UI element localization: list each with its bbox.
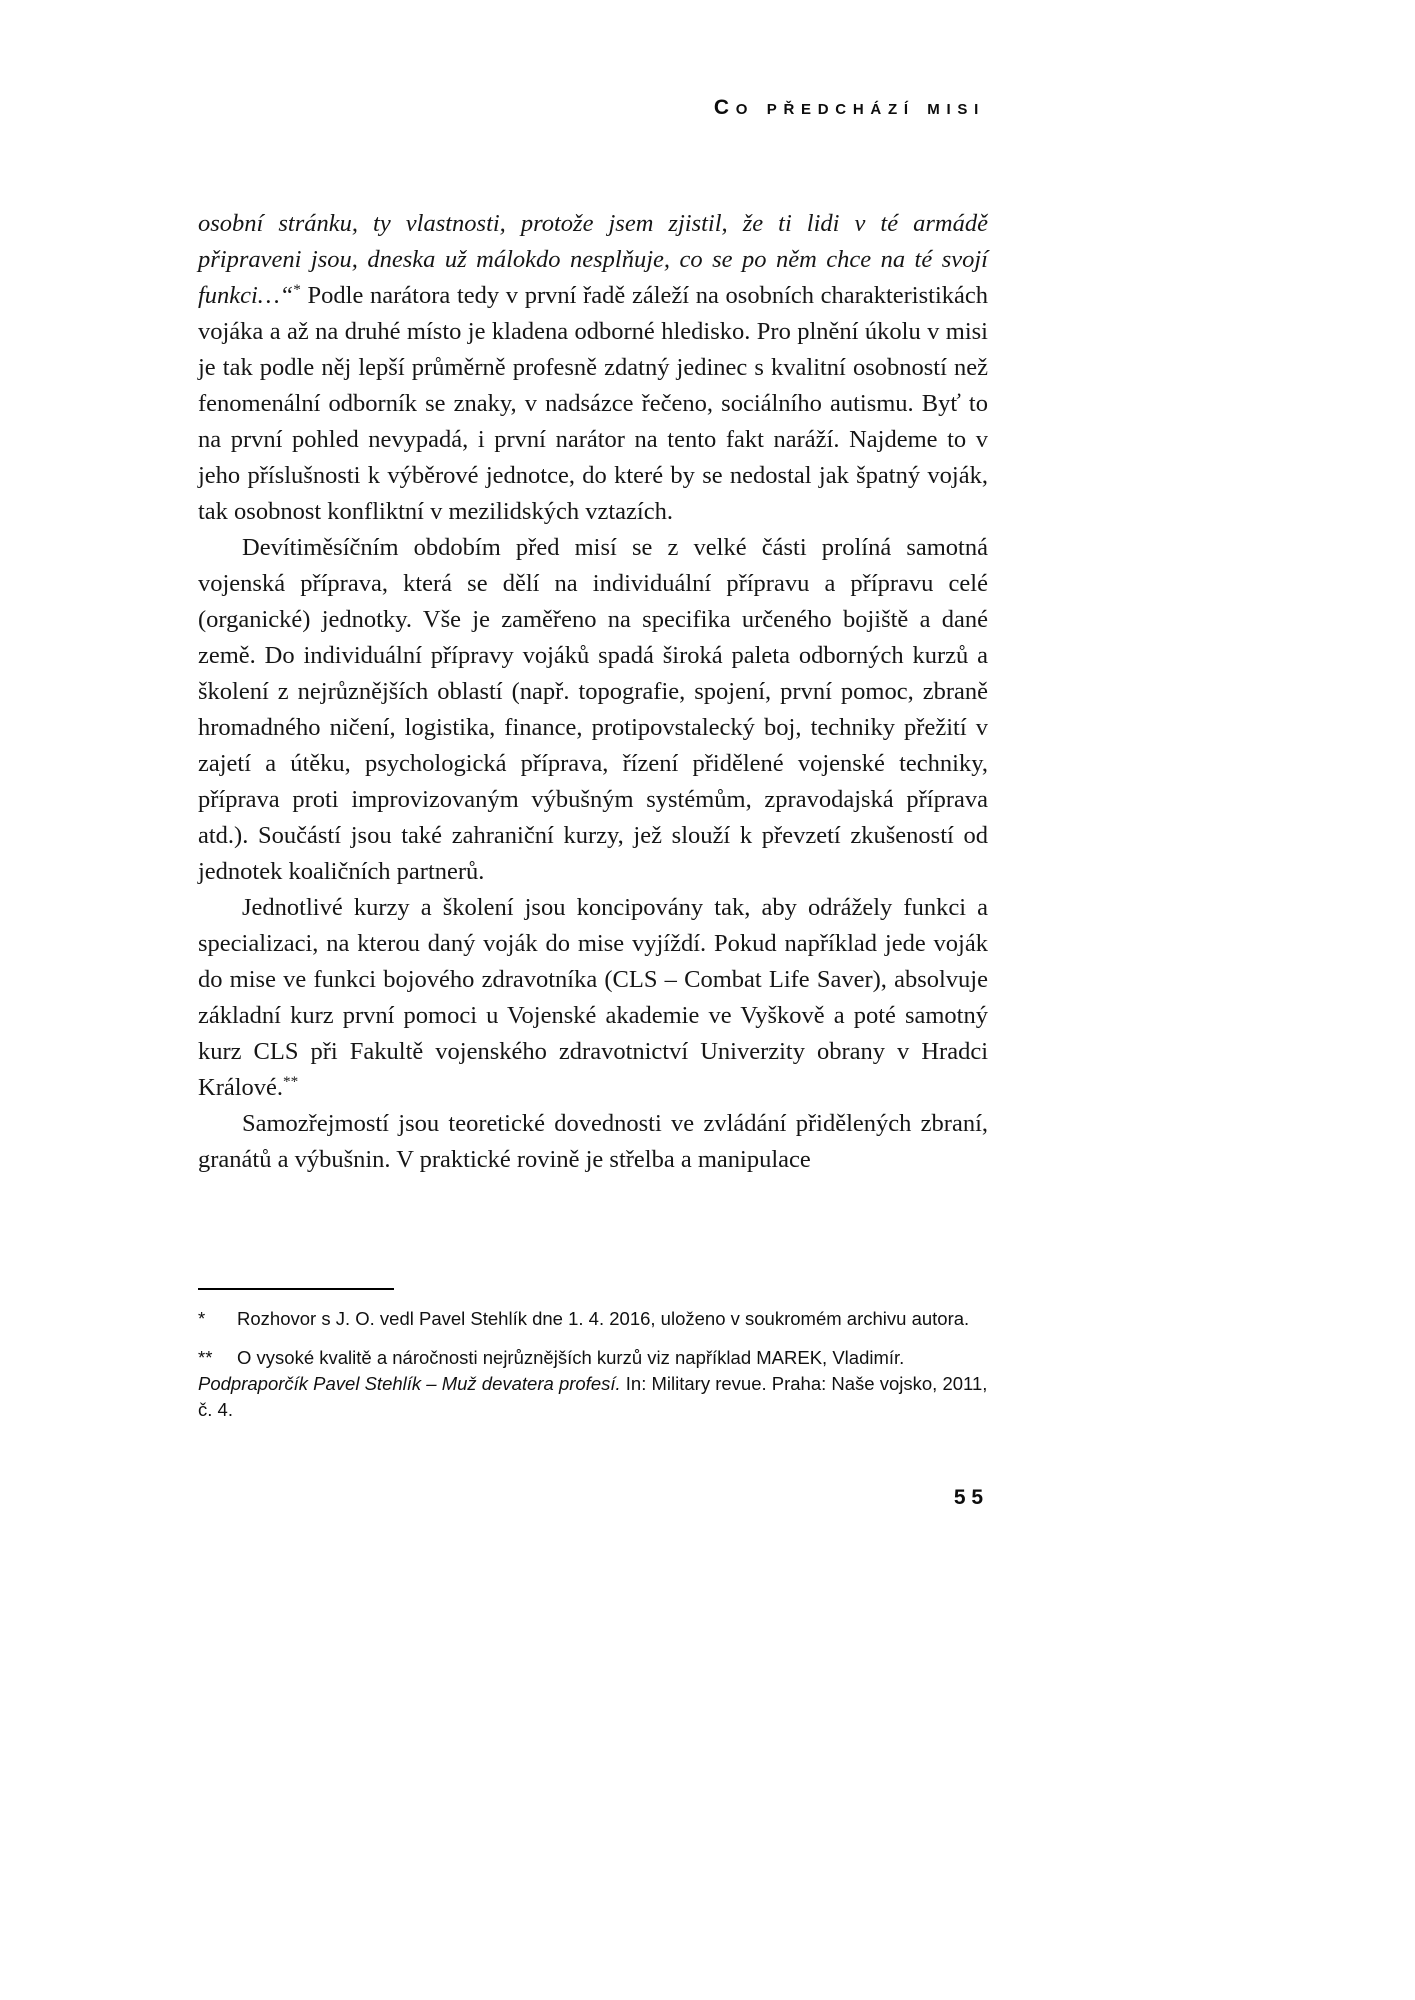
footnote-separator [198,1288,394,1290]
body-paragraph [198,1106,988,1178]
footnote-area [198,1288,988,1436]
text-segment: Podpraporčík Pavel Stehlík – Muž devatera profesí. [198,1373,621,1394]
footnote-item [198,1306,988,1332]
text-segment: * [293,280,301,298]
text-segment: Devítiměsíčním obdobím před misí se z velké části prolíná samotná vojenská příprava, která se dělí na individuální přípravu a přípravu celé (organické) jednotky. Vše je zaměřeno na specifika určeného bojiště a dané země. Do individuální přípravy vojáků spadá široká paleta odborných kurzů a školení z nejrůznějších oblastí (např. topografie, spojení, první pomoc, zbraně hromadného ničení, logistika, finance, protipovstalecký boj, techniky přežití v zajetí a útěku, psychologická příprava, řízení přidělené vojenské techniky, příprava proti improvizovaným výbušným systémům, zpravodajská příprava atd.). Součástí jsou také zahraniční kurzy, jež slouží k převzetí zkušeností od jednotek koaličních partnerů. [198,534,988,885]
text-segment: Rozhovor s J. O. vedl Pavel Stehlík dne 1. 4. 2016, uloženo v soukromém archivu autora. [237,1308,970,1329]
text-segment: ** [283,1072,299,1090]
running-header: Co předchází misi [713,96,985,119]
body-paragraph [198,530,988,890]
body-paragraph [198,890,988,1106]
footnotes [198,1306,988,1423]
footnote-item [198,1345,988,1423]
text-segment: osobní stránku, ty vlastnosti, protože jsem zjistil, že ti lidi v té armádě připraveni jsou, dneska už málokdo nesplňuje, co se po něm chce na té svojí funkci…“ [198,210,988,309]
body-paragraph [198,206,988,530]
text-segment: In: Military revue. Praha: Naše vojsko, 2011, č. 4. [198,1373,988,1420]
text-segment: Samozřejmostí jsou teoretické dovednosti ve zvládání přidělených zbraní, granátů a výbušnin. V praktické rovině je střelba a manipulace [198,1110,988,1173]
footnote-marker: ** [198,1347,213,1368]
text-segment: O vysoké kvalitě a náročnosti nejrůznějších kurzů viz například MAREK, Vladimír. [237,1347,905,1368]
body-text [198,206,988,1178]
text-segment: Jednotlivé kurzy a školení jsou koncipovány tak, aby odrážely funkci a specializaci, na kterou daný voják do mise vyjíždí. Pokud například jede voják do mise ve funkci bojového zdravotníka (CLS – Combat Life Saver), absolvuje základní kurz první pomoci u Vojenské akademie ve Vyškově a poté samotný kurz CLS při Fakultě vojenského zdravotnictví Univerzity obrany v Hradci Králové. [198,894,988,1101]
text-segment: Podle narátora tedy v první řadě záleží na osobních charakteristikách vojáka a až na druhé místo je kladena odborné hledisko. Pro plnění úkolu v misi je tak podle něj lepší průměrně profesně zdatný jedinec s kvalitní osobností než fenomenální odborník se znaky, v nadsázce řečeno, sociálního autismu. Byť to na první pohled nevypadá, i první narátor na tento fakt naráží. Najdeme to v jeho příslušnosti k výběrové jednotce, do které by se nedostal jak špatný voják, tak osobnost konfliktní v mezilidských vztazích. [198,282,988,525]
page-number: 55 [953,1486,989,1509]
footnote-marker: * [198,1308,206,1329]
